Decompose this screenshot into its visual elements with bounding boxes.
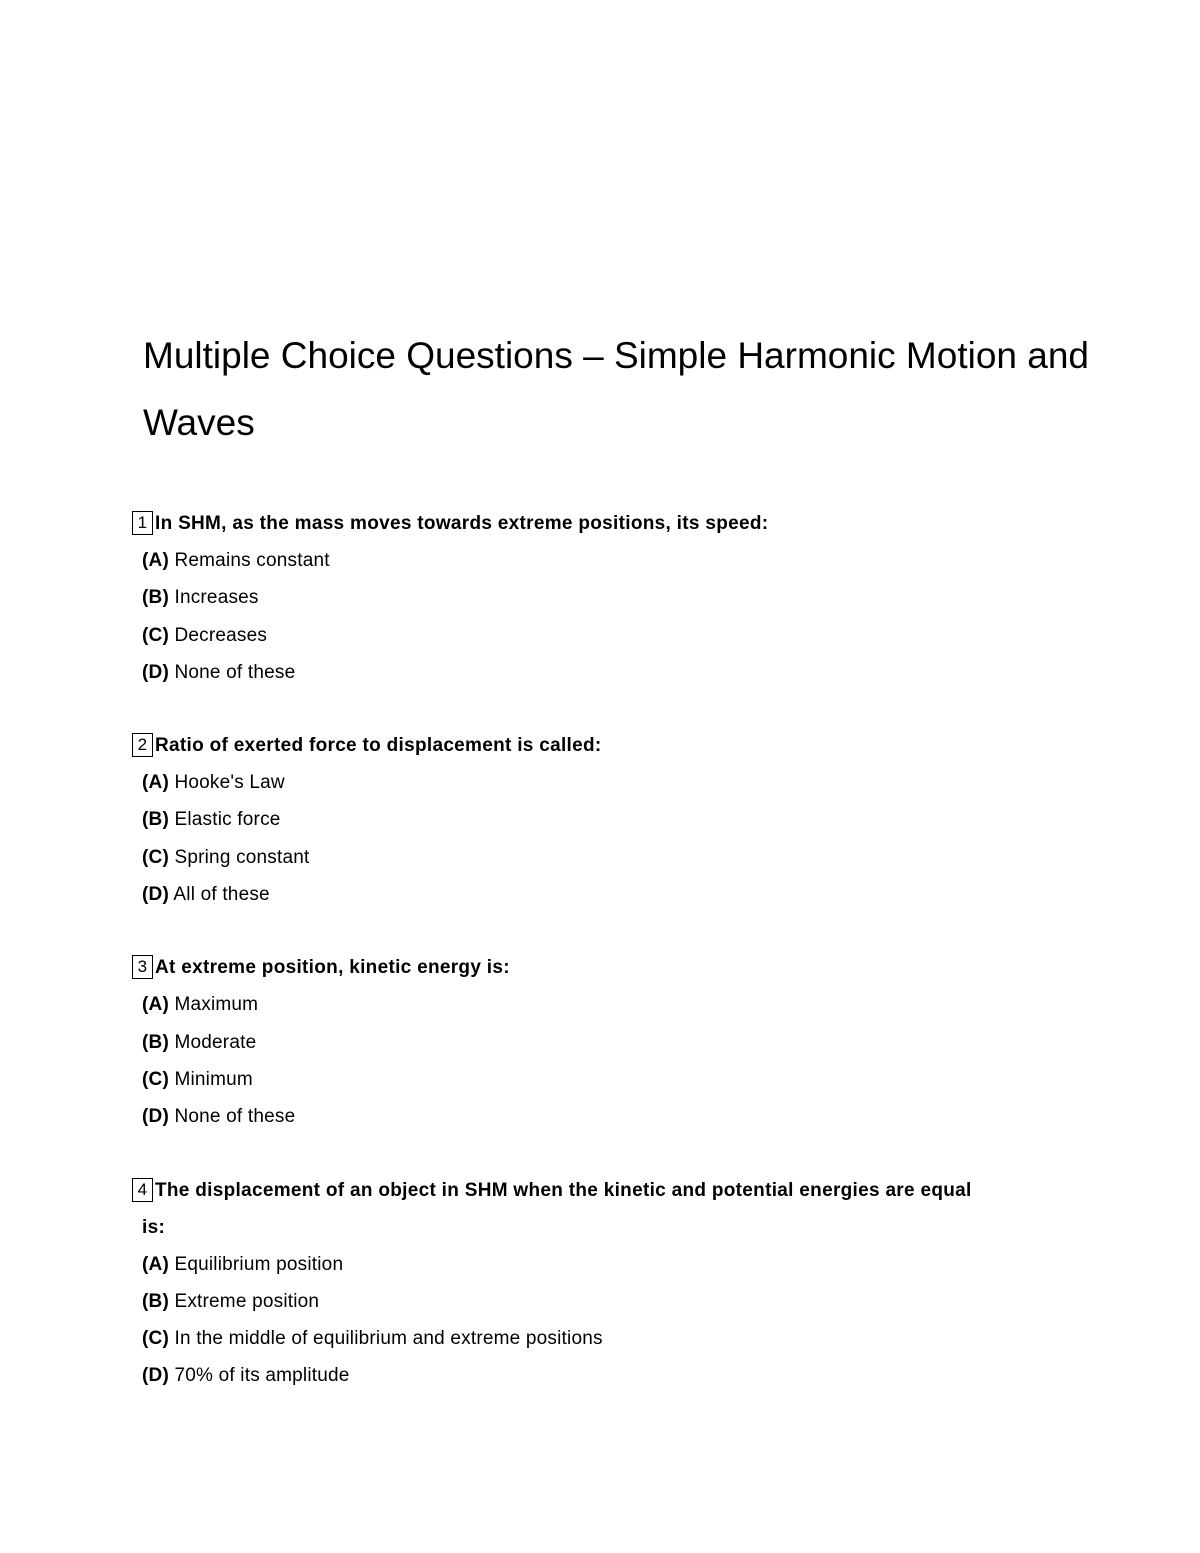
option-a [132, 1246, 1072, 1283]
option-text: In the middle of equilibrium and extreme positions [168, 1328, 603, 1350]
option-d [132, 1098, 1072, 1135]
option-letter: (C) [142, 1068, 169, 1090]
option-text: Moderate [168, 1031, 257, 1053]
question-text: Ratio of exerted force to displacement is called: [155, 735, 602, 757]
question-header [132, 727, 1072, 764]
option-text: Remains constant [168, 550, 330, 571]
option-text: Extreme position [168, 1290, 320, 1312]
option-b [132, 579, 1072, 616]
option-text: Elastic force [168, 809, 281, 831]
option-letter: (B) [142, 1290, 169, 1312]
option-d [132, 1357, 1072, 1394]
option-letter: (C) [142, 1328, 169, 1350]
option-text: Increases [168, 587, 259, 609]
option-text: Maximum [168, 994, 259, 1016]
option-text: 70% of its amplitude [168, 1365, 350, 1387]
question-text-continued: is: [142, 1216, 166, 1238]
page-title: Multiple Choice Questions – Simple Harmonic Motion and Waves [143, 335, 1089, 443]
option-letter: (B) [142, 1031, 169, 1053]
question-number-box: 3 [132, 955, 153, 979]
question-header [132, 949, 1072, 986]
option-c [132, 839, 1072, 876]
question-header [132, 1172, 1072, 1209]
option-text: Spring constant [168, 846, 310, 868]
option-b [132, 801, 1072, 838]
question-list [132, 505, 1072, 1431]
question-3 [132, 949, 1072, 1135]
option-letter: (A) [142, 772, 169, 794]
option-letter: (C) [142, 624, 169, 646]
question-number-box: 2 [132, 733, 153, 757]
option-d [132, 654, 1072, 691]
option-a [132, 986, 1072, 1023]
option-text: Equilibrium position [168, 1253, 344, 1275]
option-text: Decreases [168, 624, 268, 646]
option-letter: (D) [142, 1365, 169, 1387]
option-d [132, 876, 1072, 913]
question-text: In SHM, as the mass moves towards extreme positions, its speed: [155, 513, 769, 534]
question-number-box: 1 [132, 511, 153, 535]
question-text: At extreme position, kinetic energy is: [155, 957, 510, 979]
option-a [132, 542, 1072, 579]
option-b [132, 1283, 1072, 1320]
option-letter: (C) [142, 846, 169, 868]
option-text: Hooke's Law [168, 772, 285, 794]
option-c [132, 617, 1072, 654]
option-text: None of these [168, 1106, 296, 1128]
option-a [132, 764, 1072, 801]
option-letter: (A) [142, 550, 169, 571]
question-header [132, 505, 1072, 542]
option-c [132, 1061, 1072, 1098]
option-letter: (B) [142, 809, 169, 831]
question-text: The displacement of an object in SHM when the kinetic and potential energies are equal [155, 1179, 972, 1201]
option-letter: (B) [142, 587, 169, 609]
question-4 [132, 1172, 1072, 1395]
option-text: All of these [168, 884, 270, 906]
question-2 [132, 727, 1072, 913]
option-text: None of these [168, 661, 296, 683]
question-text-continued-line [132, 1209, 1072, 1246]
option-letter: (D) [142, 884, 169, 906]
option-b [132, 1024, 1072, 1061]
question-number-box: 4 [132, 1178, 153, 1202]
question-1 [132, 505, 1072, 691]
option-letter: (A) [142, 1253, 169, 1275]
option-letter: (A) [142, 994, 169, 1016]
option-c [132, 1320, 1072, 1357]
option-text: Minimum [168, 1068, 253, 1090]
option-letter: (D) [142, 661, 169, 683]
option-letter: (D) [142, 1106, 169, 1128]
